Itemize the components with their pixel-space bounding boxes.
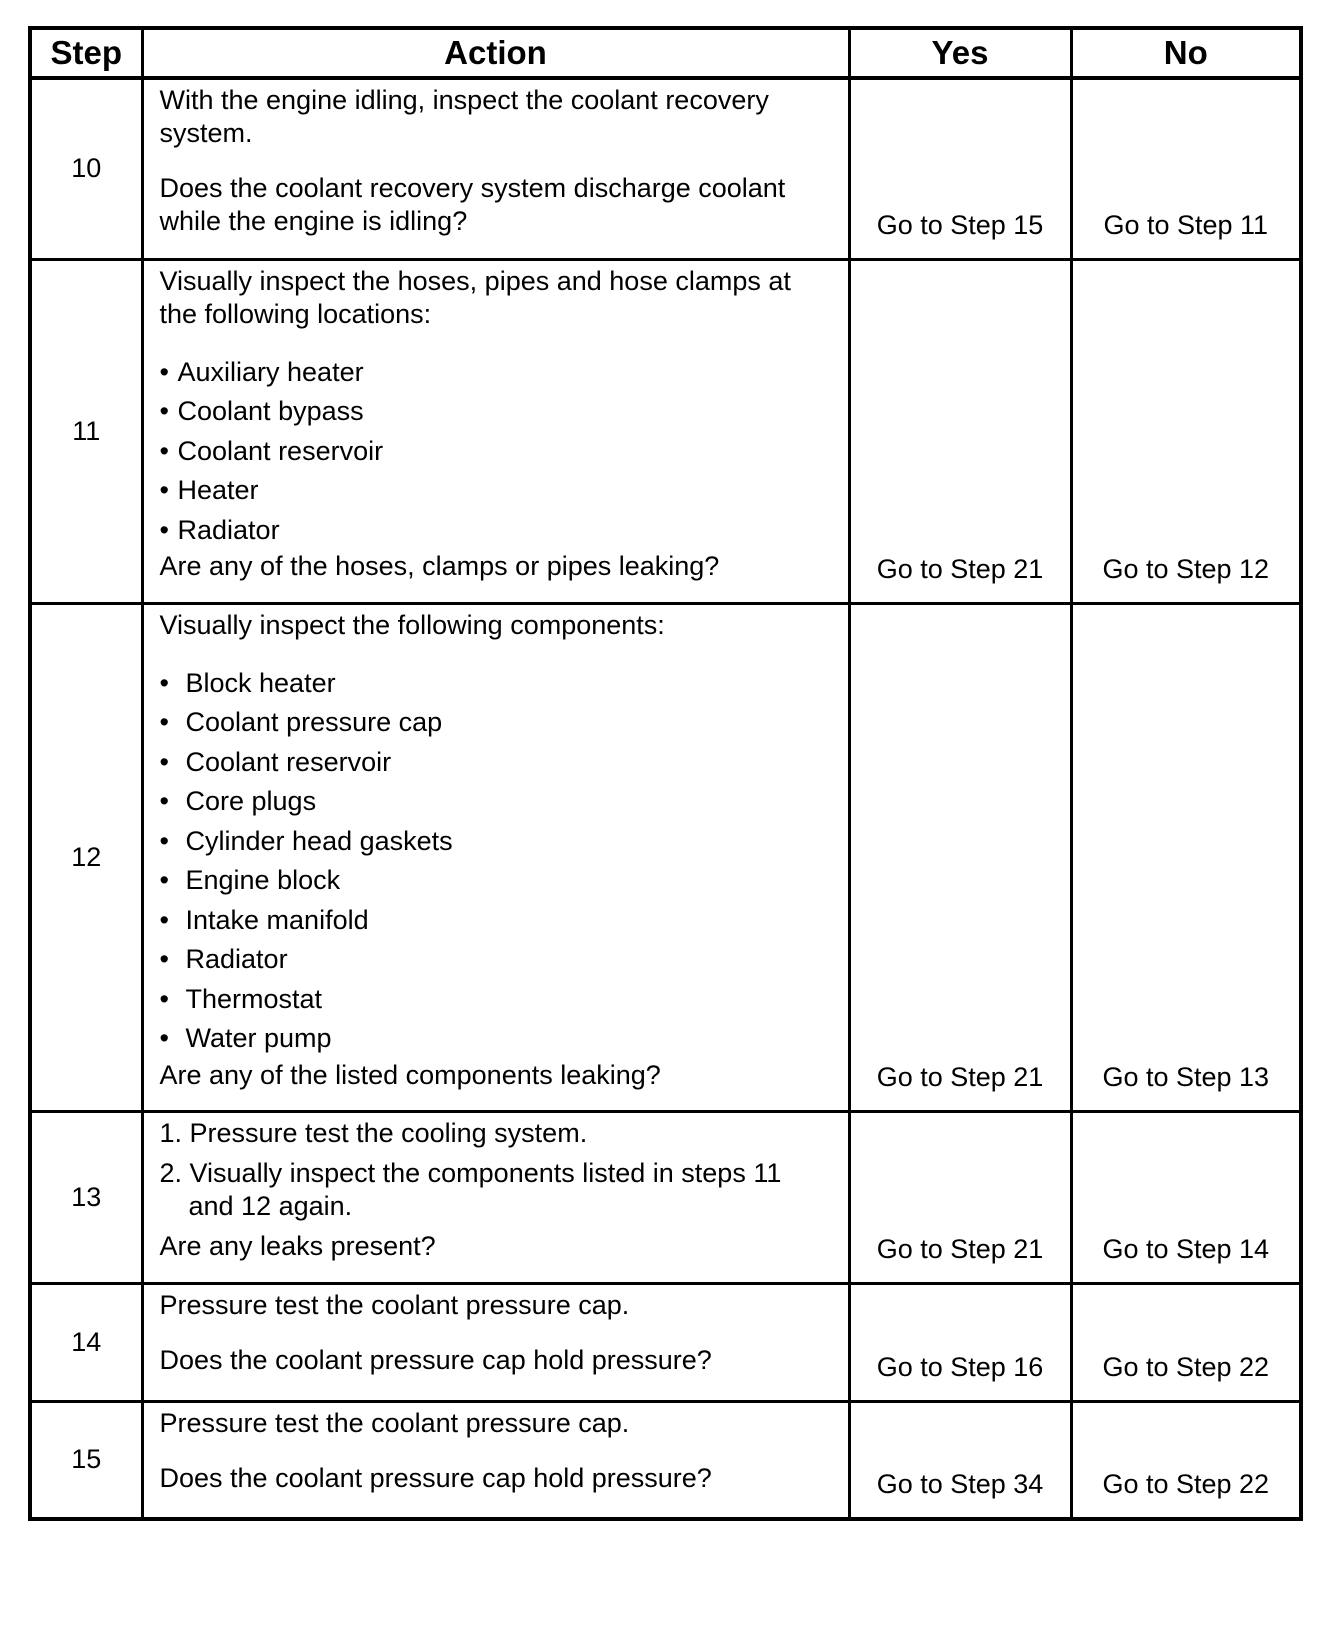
step-number: 15 [30,1401,142,1519]
header-row [30,28,1301,78]
step-number: 13 [30,1111,142,1283]
action-cell [142,259,849,603]
no-cell: Go to Step 13 [1071,603,1301,1111]
list-item: • Coolant reservoir [159,435,384,466]
header-step: Step [30,28,142,78]
yes-cell: Go to Step 21 [849,1111,1071,1283]
action-cell [142,1283,849,1401]
list-item: • Engine block [159,865,341,895]
list-item: • Block heater [159,667,336,698]
location-list [160,353,832,551]
table-row [30,1283,1301,1401]
list-item: • Heater [159,475,259,505]
action-question: Does the coolant pressure cap hold pressure? [159,1344,712,1375]
action-instruction: Visually inspect the following components: [159,609,665,640]
table-row [30,78,1301,259]
list-item: • Water pump [159,1023,332,1053]
action-question: Does the coolant recovery system discharge coolant while the engine is idling? [159,173,786,236]
procedure-step: 2. Visually inspect the components listed in steps 11 and 12 again. [159,1157,782,1221]
component-list [160,664,832,1059]
action-instruction: Pressure test the coolant pressure cap. [159,1407,630,1438]
action-instruction: Visually inspect the hoses, pipes and hose clamps at the following locations: [159,265,791,329]
action-cell [142,1111,849,1283]
procedure-steps [160,1117,832,1223]
action-cell [142,78,849,259]
no-cell: Go to Step 12 [1071,259,1301,603]
table-row [30,1401,1301,1519]
action-question: Does the coolant pressure cap hold pressure? [159,1462,712,1493]
step-number: 10 [30,78,142,259]
list-item: • Coolant bypass [159,396,364,426]
action-question: Are any of the hoses, clamps or pipes leaking? [159,551,720,581]
list-item: • Coolant reservoir [159,746,392,777]
list-item: • Core plugs [159,786,317,816]
action-instruction: Pressure test the coolant pressure cap. [159,1289,630,1320]
list-item: • Cylinder head gaskets [159,825,453,856]
action-question: Are any of the listed components leaking? [159,1059,661,1090]
step-number: 12 [30,603,142,1111]
list-item: • Radiator [159,514,280,545]
list-item: • Thermostat [159,983,323,1014]
list-item: • Auxiliary heater [159,356,364,387]
list-item: • Coolant pressure cap [159,707,443,737]
action-question: Are any leaks present? [159,1230,436,1261]
list-item: • Intake manifold [159,904,369,935]
yes-cell: Go to Step 21 [849,603,1071,1111]
action-cell [142,603,849,1111]
no-cell: Go to Step 14 [1071,1111,1301,1283]
no-cell: Go to Step 22 [1071,1283,1301,1401]
action-cell [142,1401,849,1519]
action-instruction: With the engine idling, inspect the coolant recovery system. [159,85,769,148]
yes-cell: Go to Step 34 [849,1401,1071,1519]
yes-cell: Go to Step 21 [849,259,1071,603]
table-row [30,603,1301,1111]
step-number: 11 [30,259,142,603]
no-cell: Go to Step 11 [1071,78,1301,259]
header-yes: Yes [849,28,1071,78]
step-number: 14 [30,1283,142,1401]
yes-cell: Go to Step 15 [849,78,1071,259]
list-item: • Radiator [159,944,288,974]
yes-cell: Go to Step 16 [849,1283,1071,1401]
header-no: No [1071,28,1301,78]
procedure-step: 1. Pressure test the cooling system. [159,1117,588,1148]
table-row [30,1111,1301,1283]
diagnostic-table [28,26,1303,1521]
table-row [30,259,1301,603]
header-action: Action [142,28,849,78]
no-cell: Go to Step 22 [1071,1401,1301,1519]
